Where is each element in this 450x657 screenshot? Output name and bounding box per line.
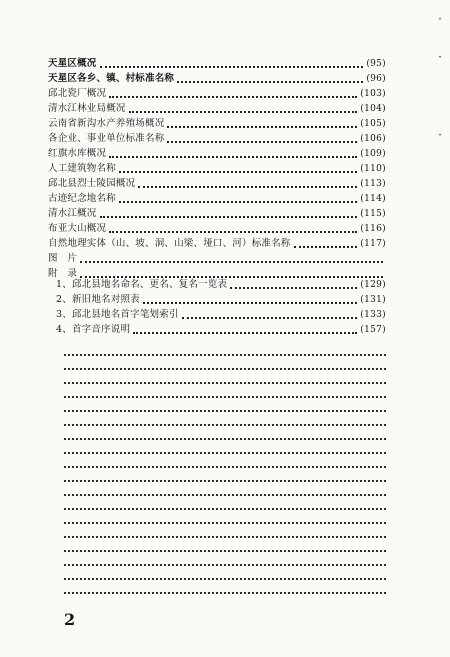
blank-entry-line (64, 438, 386, 440)
dot-leader (294, 246, 358, 248)
toc-entry-page: (95) (366, 59, 386, 69)
edge-mark: · (438, 12, 442, 26)
toc-entry-title: 天星区各乡、镇、村标准名称 (48, 73, 175, 84)
toc-entry (56, 308, 386, 322)
blank-entry-line (64, 466, 386, 468)
toc-entry-title: 1、邱北县地名命名、更名、复名一览表 (56, 279, 228, 290)
page-number: 2 (64, 610, 76, 629)
dot-leader (100, 66, 364, 68)
dot-leader (133, 332, 357, 334)
dot-leader (167, 141, 357, 143)
blank-entry-line (64, 396, 386, 398)
toc-entry-title: 天星区概况 (48, 58, 97, 69)
blank-entry-line (64, 536, 386, 538)
toc-entry-title: 邱北县烈士陵园概况 (48, 178, 136, 189)
toc-entry (48, 102, 386, 116)
dot-leader (182, 317, 358, 319)
dot-leader (109, 96, 357, 98)
toc-entry (56, 323, 386, 337)
toc-entry-title: 2、新旧地名对照表 (56, 294, 140, 305)
toc-entry-title: 清水江概况 (48, 208, 97, 219)
toc-entry (48, 57, 386, 71)
blank-entry-line (64, 368, 386, 370)
edge-mark: · (438, 50, 442, 64)
toc-entry-title: 各企业、事业单位标准名称 (48, 133, 165, 144)
toc-entry-page: (115) (360, 209, 386, 219)
toc-entry (48, 132, 386, 146)
toc-entry-title: 红旗水库概况 (48, 148, 107, 159)
toc-entry (48, 237, 386, 251)
toc-entry (48, 177, 386, 191)
toc-entry (48, 147, 386, 161)
dot-leader (138, 186, 357, 188)
dot-leader (167, 126, 357, 128)
toc-entry (48, 117, 386, 131)
dot-leader (109, 156, 357, 158)
toc-entry (56, 278, 386, 292)
toc-entry-page: (129) (360, 280, 386, 290)
toc-entry (56, 293, 386, 307)
blank-entry-line (64, 522, 386, 524)
dot-leader (119, 171, 357, 173)
toc-entry (48, 192, 386, 206)
blank-entry-line (64, 550, 386, 552)
dot-leader (177, 81, 363, 83)
toc-entry-page: (113) (360, 179, 386, 189)
toc-entry-page: (96) (366, 74, 386, 84)
toc-entry-page: (116) (360, 224, 386, 234)
toc-entry (48, 222, 386, 236)
blank-entry-line (64, 578, 386, 580)
toc-entry-title: 布亚大山概况 (48, 223, 107, 234)
toc-entry-page: (104) (360, 104, 386, 114)
dot-leader (129, 111, 358, 113)
blank-entry-line (64, 382, 386, 384)
toc-entry-title: 云南省新沟水产养殖场概况 (48, 118, 165, 129)
toc-entry-title: 3、邱北县地名首字笔划索引 (56, 309, 179, 320)
toc-entry-page: (131) (360, 295, 386, 305)
toc-entry-title: 清水江林业局概况 (48, 103, 126, 114)
toc-entry (48, 87, 386, 101)
dot-leader (80, 261, 383, 263)
toc-entry-title: 自然地理实体（山、坡、洞、山梁、垭口、河）标准名称 (48, 238, 291, 249)
toc-entry-title: 人工建筑物名称 (48, 163, 116, 174)
toc-entry-page: (110) (360, 164, 386, 174)
toc-entry (48, 162, 386, 176)
toc-entry-page: (157) (360, 325, 386, 335)
blank-entry-line (64, 564, 386, 566)
toc-entry (48, 72, 386, 86)
toc-entry-title: 附 录 (48, 268, 78, 279)
toc-entry (48, 207, 386, 221)
edge-mark: · (438, 128, 442, 142)
toc-entry-page: (133) (360, 310, 386, 320)
toc-entry-title: 图 片 (48, 253, 78, 264)
toc-entry-page: (103) (360, 89, 386, 99)
toc-entry-title: 邱北瓷厂概况 (48, 88, 107, 99)
blank-entry-line (64, 410, 386, 412)
toc-entry-page: (114) (360, 194, 386, 204)
blank-entry-line (64, 452, 386, 454)
blank-entry-line (64, 592, 386, 594)
toc-entry-page: (117) (360, 239, 386, 249)
toc-entry-page: (109) (360, 149, 386, 159)
toc-entry-page: (105) (360, 119, 386, 129)
dot-leader (230, 287, 357, 289)
toc-entry-title: 4、首字音序说明 (56, 324, 131, 335)
dot-leader (143, 302, 357, 304)
blank-entry-line (64, 494, 386, 496)
dot-leader (119, 201, 357, 203)
dot-leader (109, 231, 357, 233)
blank-entry-line (64, 480, 386, 482)
dot-leader (100, 216, 358, 218)
toc-entry (48, 252, 386, 266)
blank-entry-line (64, 424, 386, 426)
toc-entry-page: (106) (360, 134, 386, 144)
blank-entry-line (64, 354, 386, 356)
blank-entry-line (64, 508, 386, 510)
toc-entry-title: 古迹纪念地名称 (48, 193, 116, 204)
